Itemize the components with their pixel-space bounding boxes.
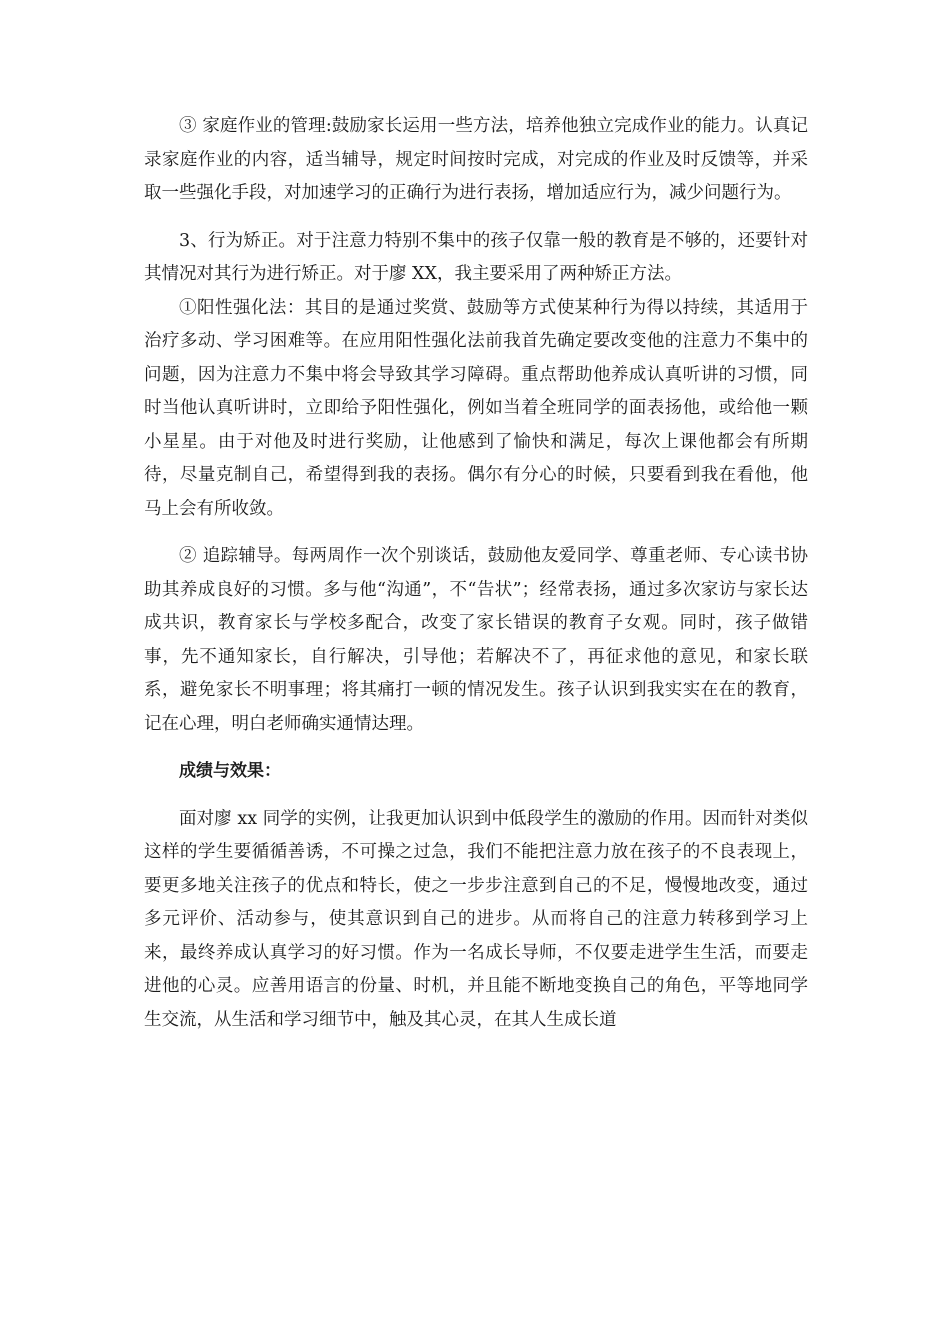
paragraph-closing: 面对廖 xx 同学的实例，让我更加认识到中低段学生的激励的作用。因而针对类似这样的学生要循循善诱，不可操之过急，我们不能把注意力放在孩子的不良表现上，要更多地关注孩子的优点和特长，使之一步步注意到自己的不足，慢慢地改变，通过多元评价、活动参与，使其意识到自己的进步。从而将自己的注意力转移到学习上来，最终养成认真学习的好习惯。作为一名成长导师，不仅要走进学生生活，而要走进他的心灵。应善用语言的份量、时机，并且能不断地变换自己的角色，平等地同学生交流，从生活和学习细节中，触及其心灵，在其人生成长道: [144, 808, 808, 1030]
document-page: [144, 110, 808, 1037]
paragraph-positive-reinforcement: ①阳性强化法：其目的是通过奖赏、鼓励等方式使某种行为得以持续，其适用于治疗多动、学习困难等。在应用阳性强化法前我首先确定要改变他的注意力不集中的问题，因为注意力不集中将会导致其学习障碍。重点帮助他养成认真听讲的习惯，同时当他认真听讲时，立即给予阳性强化，例如当着全班同学的面表扬他，或给他一颗小星星。由于对他及时进行奖励，让他感到了愉快和满足，每次上课他都会有所期待，尽量克制自己，希望得到我的表扬。偶尔有分心的时候，只要看到我在看他，他马上会有所收敛。: [144, 297, 808, 519]
paragraph-homework-management: ③ 家庭作业的管理:鼓励家长运用一些方法，培养他独立完成作业的能力。认真记录家庭作业的内容，适当辅导，规定时间按时完成，对完成的作业及时反馈等，并采取一些强化手段，对加速学习的正确行为进行表扬，增加适应行为，减少问题行为。: [144, 116, 808, 203]
section-heading-results: 成绩与效果：: [179, 761, 281, 781]
paragraph-follow-up-counseling: ② 追踪辅导。每两周作一次个别谈话，鼓励他友爱同学、尊重老师、专心读书协助其养成良好的习惯。多与他“沟通”，不“告状”；经常表扬，通过多次家访与家长达成共识，教育家长与学校多配合，改变了家长错误的教育子女观。同时，孩子做错事，先不通知家长，自行解决，引导他；若解决不了，再征求他的意见，和家长联系，避免家长不明事理；将其痛打一顿的情况发生。孩子认识到我实实在在的教育，记在心理，明白老师确实通情达理。: [144, 546, 808, 734]
paragraph-behavior-correction: 3、行为矫正。对于注意力特别不集中的孩子仅靠一般的教育是不够的，还要针对其情况对其行为进行矫正。对于廖 XX，我主要采用了两种矫正方法。: [144, 230, 808, 284]
